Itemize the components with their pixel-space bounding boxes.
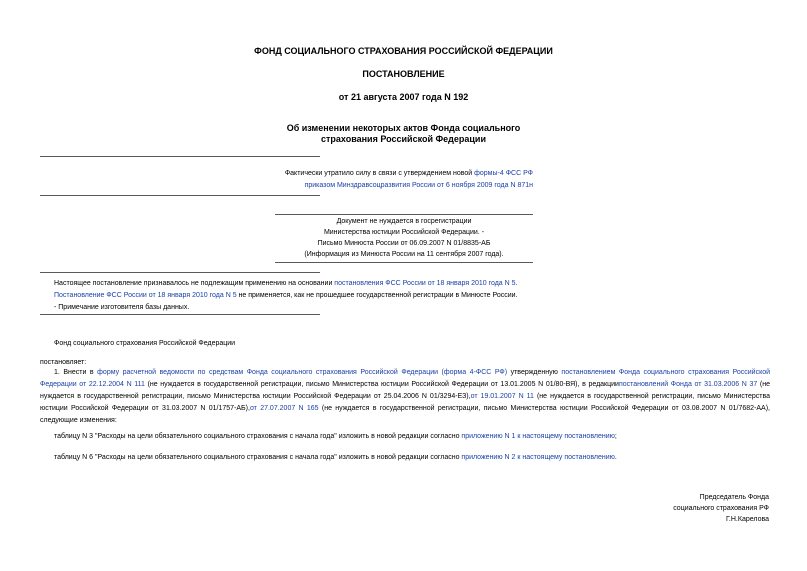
resolution-37-link[interactable]: постановлений Фонда от 31.03.2006 N 37 <box>618 381 758 388</box>
divider <box>40 156 320 157</box>
resolution-11-link[interactable]: от 19.01.2007 N 11 <box>470 393 534 400</box>
doc-title: Об изменении некоторых актов Фонда социального страхования Российской Федерации <box>286 123 521 144</box>
order-871n-link[interactable]: приказом Минздравсоцразвития России от 6 ноября 2009 года N 871н <box>304 182 533 189</box>
resolution-n5-link[interactable]: постановления ФСС России от 18 января 2010 года N 5 <box>334 280 516 287</box>
issuer: Фонд социального страхования Российской Федерации <box>54 340 236 347</box>
resolution-n5-link-2[interactable]: Постановление ФСС России от 18 января 2010 года N 5 <box>54 292 237 299</box>
appendix-2-link[interactable]: приложению N 2 к настоящему постановлению <box>461 454 615 461</box>
item-1: 1. Внести в форму расчетной ведомости по средствам Фонда социального страхования Российской Федерации (форма 4-ФСС РФ) утвержденную постановлением Фонда социального страхования Российской Федерации от 22.12.2004 N 111 (не нуждается в государственной регистрации, письмо Министерства юстиции Российской Федерации от 13.01.2005 N 01/80-ВЯ), в редакциипостановлений Фонда от 31.03.2006 N 37 (не нуждается в государственной регистрации, письмо Министерства юстиции Российской Федерации от 25.04.2006 N 01/3294-ЕЗ),от 19.01.2007 N 11 (не нуждается в государственной регистрации, письмо Министерства юстиции Российской Федерации от 31.03.2007 N 01/1757-АБ),от 27.07.2007 N 165 (не нуждается в государственной регистрации, письмо Министерства юстиции Российской Федерации от 03.08.2007 N 01/7682-АА), следующие изменения: <box>40 369 771 424</box>
resolution-165-link[interactable]: от 27.07.2007 N 165 <box>249 405 319 412</box>
doc-date: от 21 августа 2007 года N 192 <box>338 92 469 102</box>
appendix-1-link[interactable]: приложению N 1 к настоящему постановлению <box>461 433 615 440</box>
divider <box>40 195 320 196</box>
divider <box>275 262 533 263</box>
expired-note-text: Фактически утратило силу в связи с утверждением новой <box>284 170 475 177</box>
not-applicable-note: Настоящее постановление признавалось не подлежащим применению на основании постановления ФСС России от 18 января 2010 года N 5. Постановление ФСС России от 18 января 2010 года N 5 не применяется, как не прошедшее государственной регистрации в Минюсте России. - Примечание изготовителя базы данных. <box>54 280 518 311</box>
resolution-111-link[interactable]: постановлением Фонда социального страхования Российской Федерации от 22.12.2004 N 111 <box>40 369 771 388</box>
table-6-paragraph: таблицу N 6 "Расходы на цели обязательного социального страхования с начала года" изложить в новой редакции согласно приложению N 2 к настоящему постановлению. <box>54 454 617 461</box>
divider <box>275 214 533 215</box>
org-title: ФОНД СОЦИАЛЬНОГО СТРАХОВАНИЯ РОССИЙСКОЙ ФЕДЕРАЦИИ <box>254 46 553 56</box>
table-3-paragraph: таблицу N 3 "Расходы на цели обязательного социального страхования с начала года" изложить в новой редакции согласно приложению N 1 к настоящему постановлению; <box>54 433 617 440</box>
divider <box>40 314 320 315</box>
registration-note: Документ не нуждается в госрегистрации Министерства юстиции Российской Федерации. - Письмо Минюста России от 06.09.2007 N 01/8835-АБ (Информация из Минюста России на 11 сентября 2007 года). <box>304 218 504 258</box>
signature: Председатель Фонда социального страхования РФ Г.Н.Карелова <box>673 494 769 523</box>
decides: постановляет: <box>40 359 87 366</box>
divider <box>40 272 320 273</box>
doc-type: ПОСТАНОВЛЕНИЕ <box>362 69 445 79</box>
expired-note <box>273 168 533 192</box>
form4-link[interactable]: формы-4 ФСС РФ <box>474 170 533 177</box>
form-4fss-link[interactable]: форму расчетной ведомости по средствам Фонда социального страхования Российской Федерации (форма 4-ФСС РФ) <box>97 369 508 376</box>
